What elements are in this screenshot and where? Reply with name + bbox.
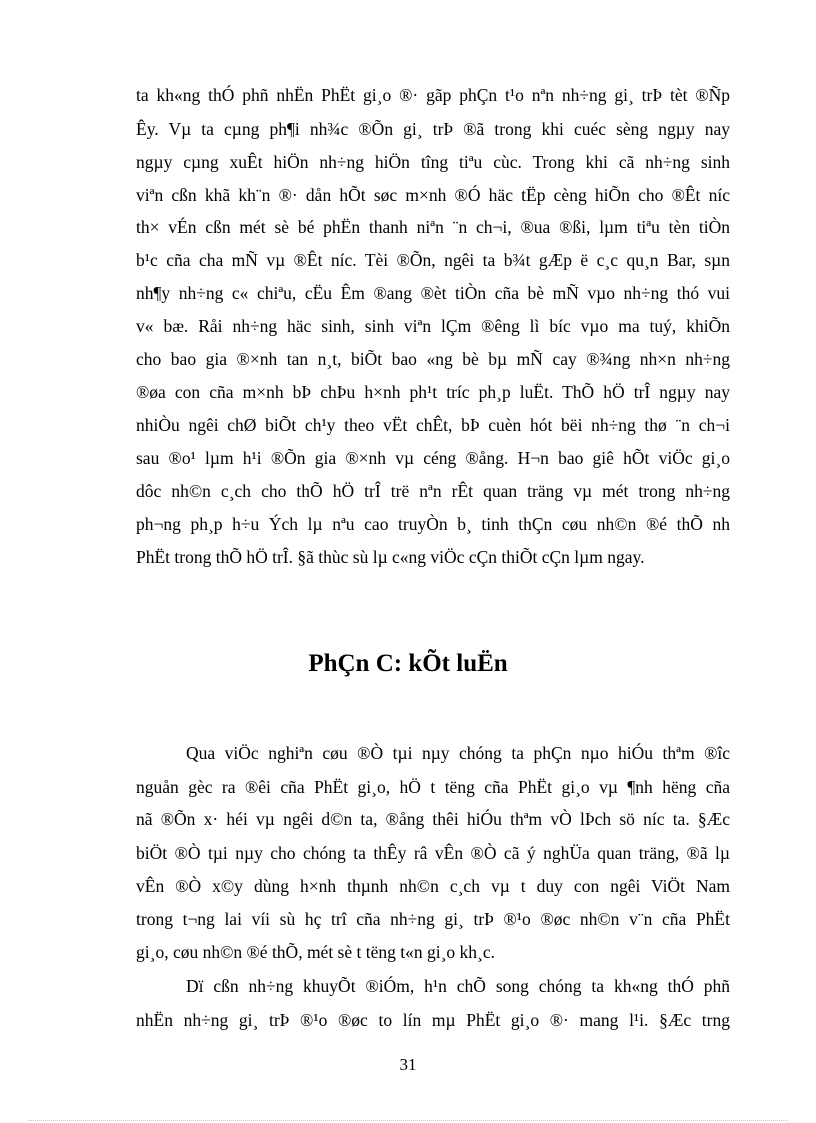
body-text-line: nhiÒu ngêi chØ biÕt ch¹y theo vËt chÊt, bÞ cuèn hót bëi nh÷ng thø ¨n ch¬i [136,415,730,435]
body-text-line: ta kh«ng thÓ phñ nhËn PhËt gi¸o ®· gãp phÇn t¹o nªn nh÷ng gi¸ trÞ tèt ®Ñp [136,85,730,105]
body-text-line: Qua viÖc nghiªn cøu ®Ò tµi nµy chóng ta phÇn nµo hiÓu thªm ®îc [186,743,730,763]
body-text-line: nã ®Õn x· héi vµ ngêi d©n ta, ®ång thêi hiÓu thªm vÒ lÞch sö níc ta. §Æc [136,809,730,829]
body-text-line: sau ®o¹ lµm h¹i ®Õn gia ®×nh vµ céng ®ång. H¬n bao giê hÕt viÖc gi¸o [136,448,730,468]
body-text-line: PhËt trong thÕ hÖ trÎ. §ã thùc sù lµ c«ng viÖc cÇn thiÕt cÇn lµm ngay. [136,547,645,567]
footer-divider [28,1120,788,1121]
body-text-line: biÖt ®Ò tµi nµy cho chóng ta thÊy râ vÊn ®Ò cã ý nghÜa quan träng, ®ã lµ [136,843,730,863]
body-text-line: cho bao gia ®×nh tan n¸t, biÕt bao «ng bè bµ mÑ cay ®¾ng nh×n nh÷ng [136,349,730,369]
body-text-line: dôc nh©n c¸ch cho thÕ hÖ trÎ trë nªn rÊt quan träng vµ mét trong nh÷ng [136,481,730,501]
body-text-line: b¹c cña cha mÑ vµ ®Êt níc. Tèi ®Õn, ngêi ta b¾t gÆp ë c¸c qu¸n Bar, sµn [136,250,730,270]
body-text-line: nguån gèc ra ®êi cña PhËt gi¸o, hÖ t tëng cña PhËt gi¸o vµ ¶nh hëng cña [136,777,730,797]
body-text-line: ®øa con cña m×nh bÞ chÞu h×nh ph¹t tríc ph¸p luËt. ThÕ hÖ trÎ ngµy nay [136,382,730,402]
body-text-line: Dï cßn nh÷ng khuyÕt ®iÓm, h¹n chÕ song chóng ta kh«ng thÓ phñ [186,976,730,996]
body-text-line: trong t¬ng lai víi sù hç trî cña nh÷ng gi¸ trÞ ®¹o ®øc nh©n v¨n cña PhËt [136,909,730,929]
body-text-line: gi¸o, cøu nh©n ®é thÕ, mét sè t tëng t«n gi¸o kh¸c. [136,942,496,962]
body-text-line: th× vÉn cßn mét sè bé phËn thanh niªn ¨n ch¬i, ®ua ®ßi, lµm tiªu tèn tiÒn [136,217,730,237]
body-text-line: viªn cßn khã kh¨n ®· dån hÕt søc m×nh ®Ó häc tËp cèng hiÕn cho ®Êt níc [136,185,730,205]
page-number: 31 [399,1055,417,1074]
body-text-line: ngµy cµng xuÊt hiÖn nh÷ng hiÖn tîng tiªu cùc. Trong khi cã nh÷ng sinh [136,152,730,172]
body-text-line: vÊn ®Ò x©y dùng h×nh thµnh nh©n c¸ch vµ t duy con ngêi ViÖt Nam [136,876,730,896]
section-heading: PhÇn C: kÕt luËn [308,650,508,677]
body-text-line: Êy. Vµ ta cµng ph¶i nh¾c ®Õn gi¸ trÞ ®ã trong khi cuéc sèng ngµy nay [136,119,730,139]
body-text-line: nh¶y nh÷ng c« chiªu, cËu Êm ®ang ®èt tiÒn cña bè mÑ vµo nh÷ng thó vui [136,283,730,303]
body-text-line: v« bæ. Råi nh÷ng häc sinh, sinh viªn lÇm ®êng lì bíc vµo ma tuý, khiÕn [136,316,730,336]
body-text-line: nhËn nh÷ng gi¸ trÞ ®¹o ®øc to lín mµ PhËt gi¸o ®· mang l¹i. §Æc trng [136,1010,730,1030]
body-text-line: ph¬ng ph¸p h÷u Ých lµ nªu cao truyÒn b¸ tinh thÇn cøu nh©n ®é thÕ nh [136,514,730,534]
